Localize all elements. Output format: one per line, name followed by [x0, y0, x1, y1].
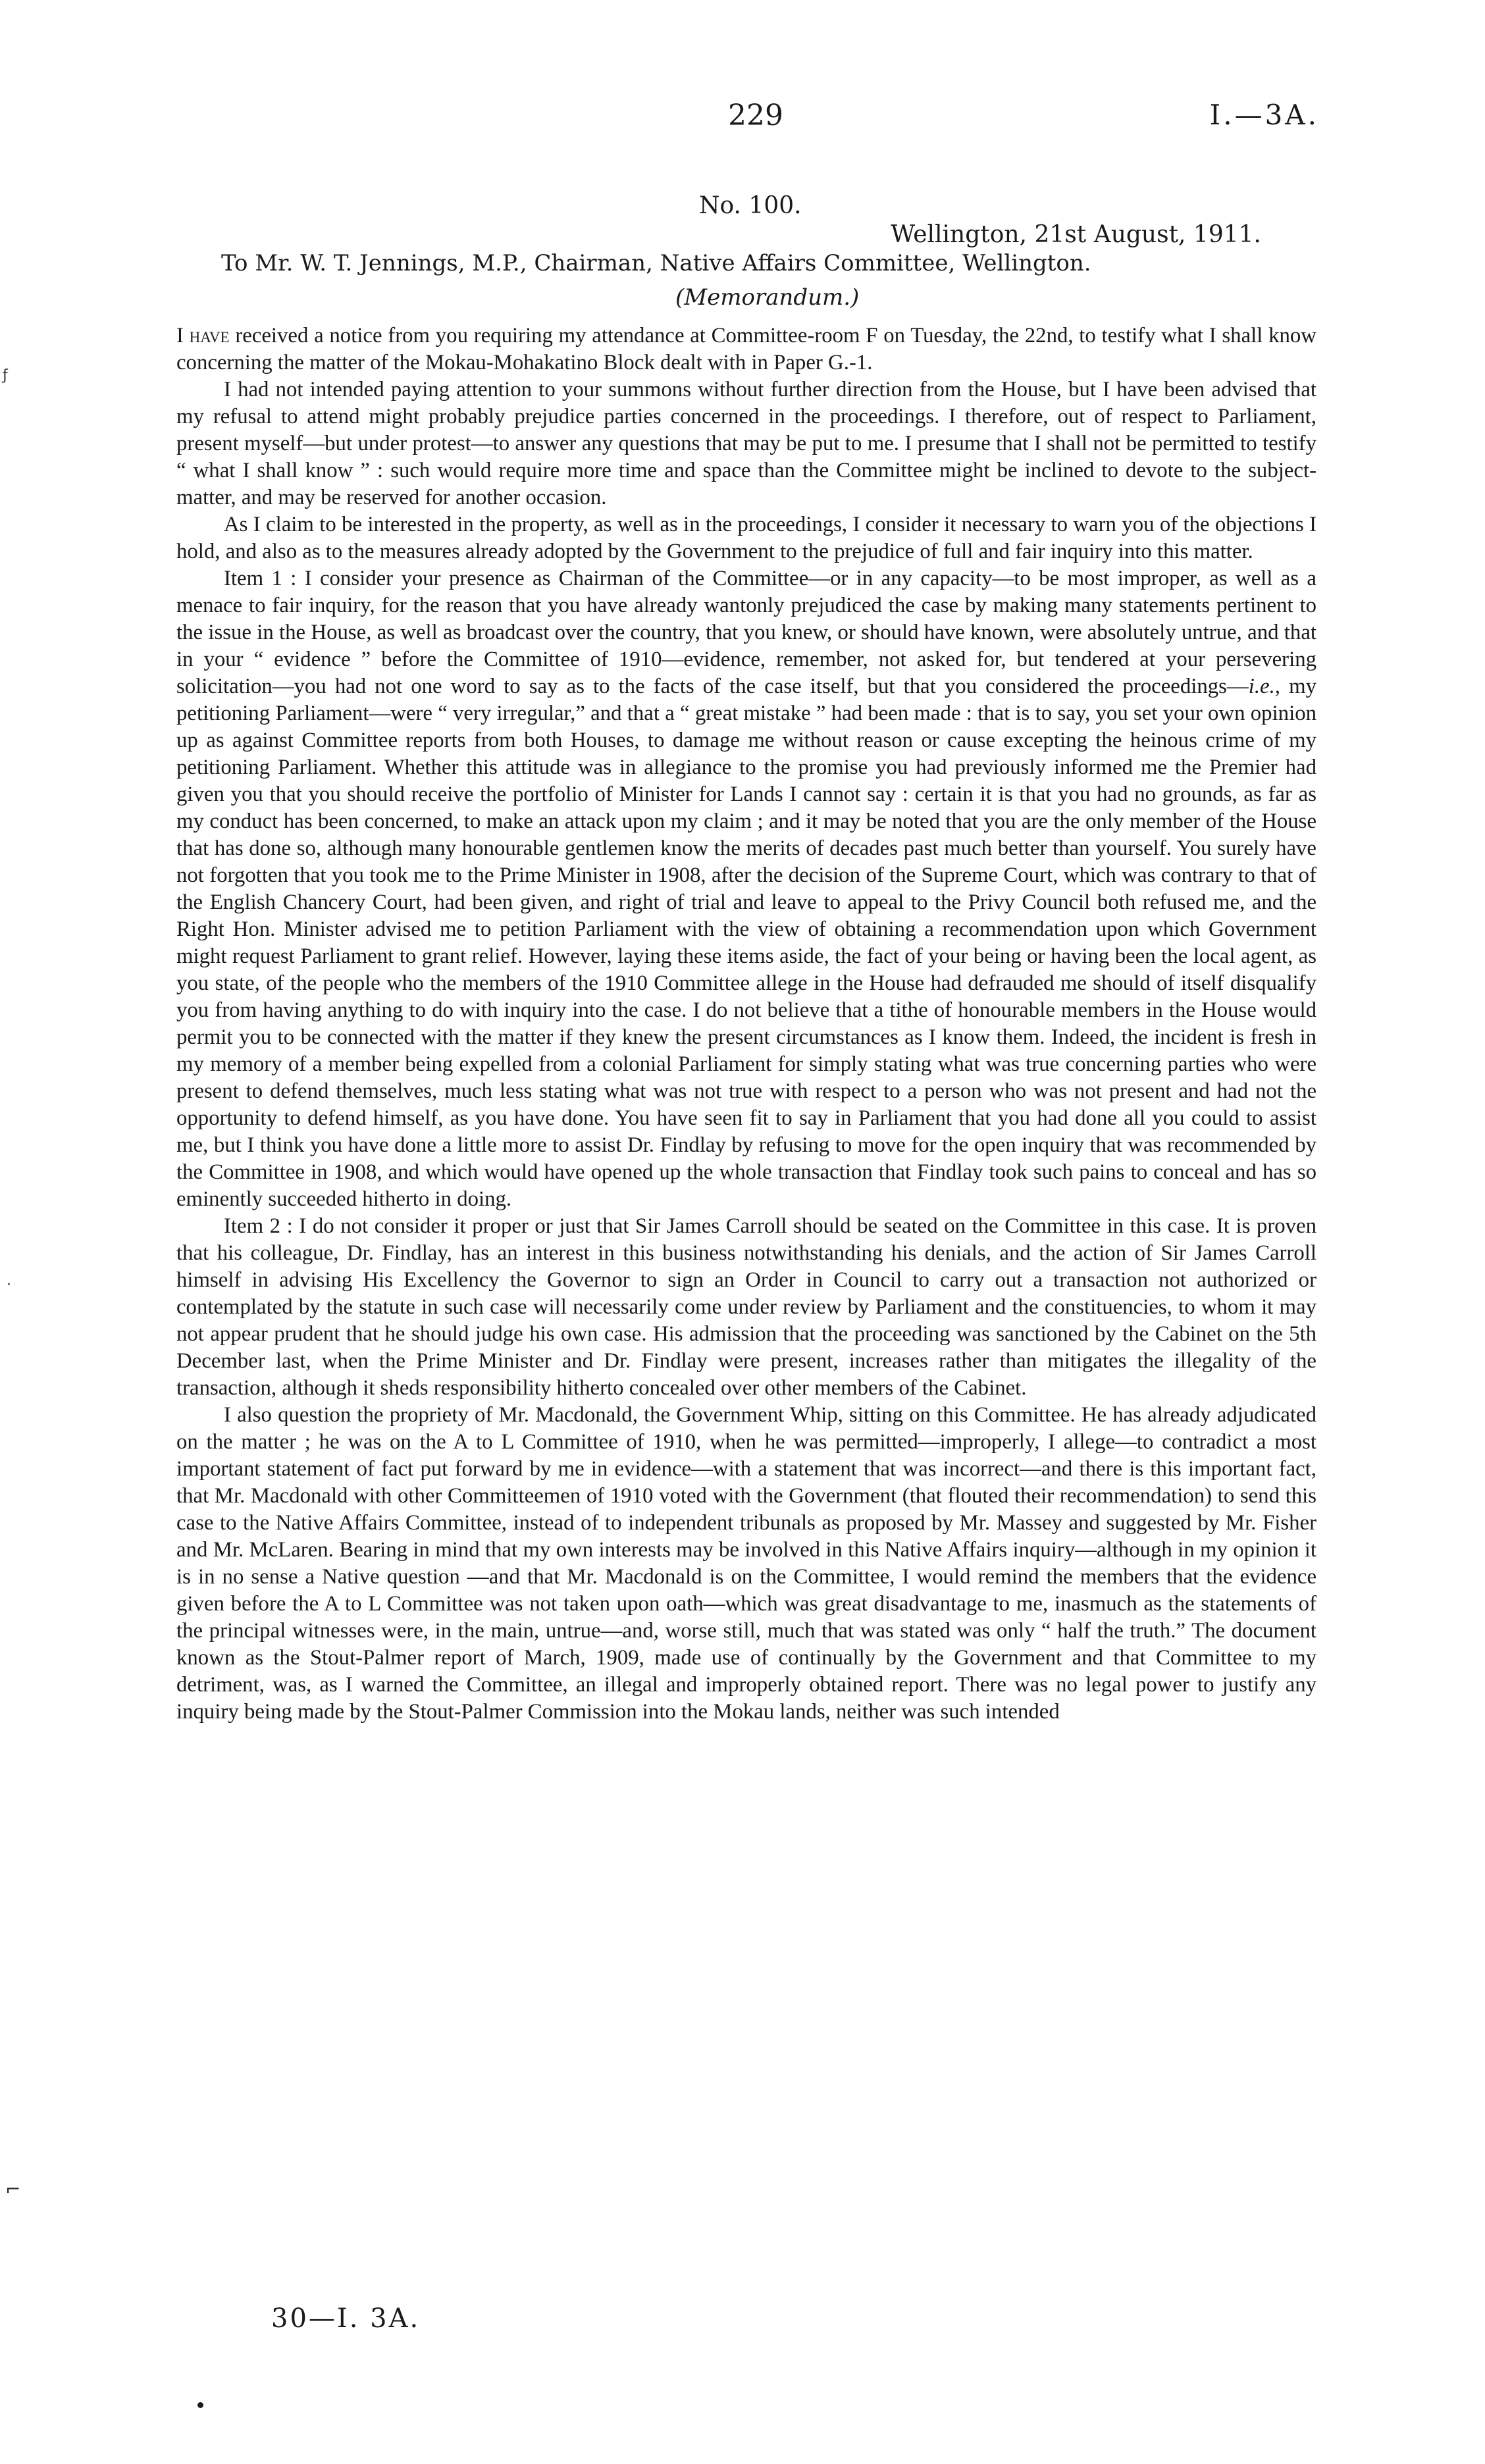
document-number: No. 100.: [699, 192, 802, 219]
paragraph-1-text: received a notice from you requiring my attendance at Committee-room F on Tuesday, the 22nd, to testify what I shall know concerning the matter of the Mokau-Mohakatino Block dealt with in Paper G.-1.: [176, 324, 1316, 374]
page-number: 229: [728, 99, 783, 132]
paragraph-2: I had not intended paying attention to your summons without further direction from the House, but I have been advised that my refusal to attend might probably prejudice parties concerned in the proceedings. I therefore, out of respect to Parliament, present myself—but under protest—to answer any questions that may be put to me. I presume that I shall not be permitted to testify “ what I shall know ” : such would require more time and space than the Committee might be inclined to devote to the subject-matter, and may be reserved for another occasion.: [176, 378, 1316, 509]
ie-abbreviation: i.e.,: [1248, 675, 1281, 698]
dateline: Wellington, 21st August, 1911.: [891, 221, 1261, 248]
margin-mark: ·: [7, 1277, 11, 1293]
opening-words: I have: [176, 324, 230, 347]
item-1-text-a: Item 1 : I consider your presence as Chairman of the Committee—or in any capacity—to be most improper, as well as a menace to fair inquiry, for the reason that you have already wantonly prejudiced the case by making many statements pertinent to the issue in the House, as well as broadcast over the country, that you knew, or should have known, were absolutely untrue, and that in your “ evidence ” before the Committee of 1910—evidence, remember, not asked for, but tendered at your persevering solicitation—you had not one word to say as to the facts of the case itself, but that you considered the proceedings—: [176, 567, 1316, 698]
sheet-signature-mark: 30—I. 3A.: [271, 2303, 421, 2334]
paragraph-1: [176, 322, 1316, 376]
addressee: To Mr. W. T. Jennings, M.P., Chairman, Native Affairs Committee, Wellington.: [221, 250, 1091, 276]
item-1-text-b: my petitioning Parliament—were “ very irregular,” and that a “ great mistake ” had been made : that is to say, you set your own opinion up as against Committee reports from both Houses, to damage me without reason or cause excepting the heinous crime of my petitioning Parliament. Whether this attitude was in allegiance to the promise you had previously informed me the Premier had given you that you should receive the portfolio of Minister for Lands I cannot say : certain it is that you had no grounds, as far as my conduct has been concerned, to make an attack upon my claim ; and it may be noted that you are the only member of the House that has done so, although many honourable gentlemen know the merits of decades past much better than yourself. You surely have not forgotten that you took me to the Prime Minister in 1908, after the decision of the Supreme Court, which was contrary to that of the English Chancery Court, had been given, and right of trial and leave to appeal to the Privy Council both refused me, and the Right Hon. Minister advised me to petition Parliament with the view of obtaining a recommendation upon which Government might request Parliament to grant relief. However, laying these items aside, the fact of your being or having been the local agent, as you state, of the people who the members of the 1910 Committee allege in the House had defrauded me should of itself disqualify you from having anything to do with inquiry into the case. I do not believe that a tithe of honourable members in the House would permit you to be connected with the matter if they knew the present circumstances as I know them. Indeed, the incident is fresh in my memory of a member being expelled from a colonial Parliament for simply stating what was true concerning parties who were present to defend themselves, much less stating what was not true with respect to a person who was not present and had not the opportunity to defend himself, as you have done. You have seen fit to say in Parliament that you had done all you could to assist me, but I think you have done a little more to assist Dr. Findlay by refusing to move for the open inquiry that was recommended by the Committee in 1908, and which would have opened up the whole transaction that Findlay took such pains to conceal and has so eminently succeeded hitherto in doing.: [176, 675, 1317, 1211]
paragraph-item-2: Item 2 : I do not consider it proper or just that Sir James Carroll should be seated on the Committee in this case. It is proven that his colleague, Dr. Findlay, has an interest in this business notwithstanding his denials, and the action of Sir James Carroll himself in advising His Excellency the Governor to sign an Order in Council to carry out a transaction not authorized or contemplated by the statute in such case will necessarily come under review by Parliament and the constituencies, to whom it may not appear prudent that he should judge his own case. His admission that the proceeding was sanctioned by the Cabinet on the 5th December last, when the Prime Minister and Dr. Findlay were present, increases rather than mitigates the illegality of the transaction, although it sheds responsibility hitherto concealed over other members of the Cabinet.: [176, 1214, 1316, 1400]
memo-label: (Memorandum.): [675, 284, 860, 311]
paragraph-macdonald: I also question the propriety of Mr. Macdonald, the Government Whip, sitting on this Committee. He has already adjudicated on the matter ; he was on the A to L Committee of 1910, when he was permitted—improperly, I allege—to contradict a most important statement of fact put forward by me in evidence—with a statement that was incorrect—and there is this important fact, that Mr. Macdonald with other Committeemen of 1910 voted with the Government (that flouted their recommendation) to send this case to the Native Affairs Committee, instead of to independent tribunals as proposed by Mr. Massey and suggested by Mr. Fisher and Mr. McLaren. Bearing in mind that my own interests may be involved in this Native Affairs inquiry—although in my opinion it is in no sense a Native question —and that Mr. Macdonald is on the Committee, I would remind the members that the evidence given before the A to L Committee was not taken upon oath—which was great disadvantage to me, inasmuch as the statements of the principal witnesses were, in the main, untrue—and, worse still, much that was stated was only “ half the truth.” The document known as the Stout-Palmer report of March, 1909, made use of continually by the Government and that Committee to my detriment, was, as I warned the Committee, an illegal and improperly obtained report. There was no legal power to justify any inquiry being made by the Stout-Palmer Commission into the Mokau lands, neither was such intended: [176, 1403, 1316, 1724]
margin-mark: ⌐: [5, 2178, 21, 2200]
margin-mark: ƒ: [3, 367, 8, 384]
paragraph-item-1: [176, 565, 1316, 1213]
paragraph-3: As I claim to be interested in the property, as well as in the proceedings, I consider it necessary to warn you of the objections I hold, and also as to the measures already adopted by the Government to the prejudice of full and fair inquiry into this matter.: [176, 513, 1316, 563]
paper-reference: I.—3A.: [1209, 99, 1319, 131]
letter-body: [176, 322, 1316, 1726]
scan-speck: [197, 2402, 203, 2408]
